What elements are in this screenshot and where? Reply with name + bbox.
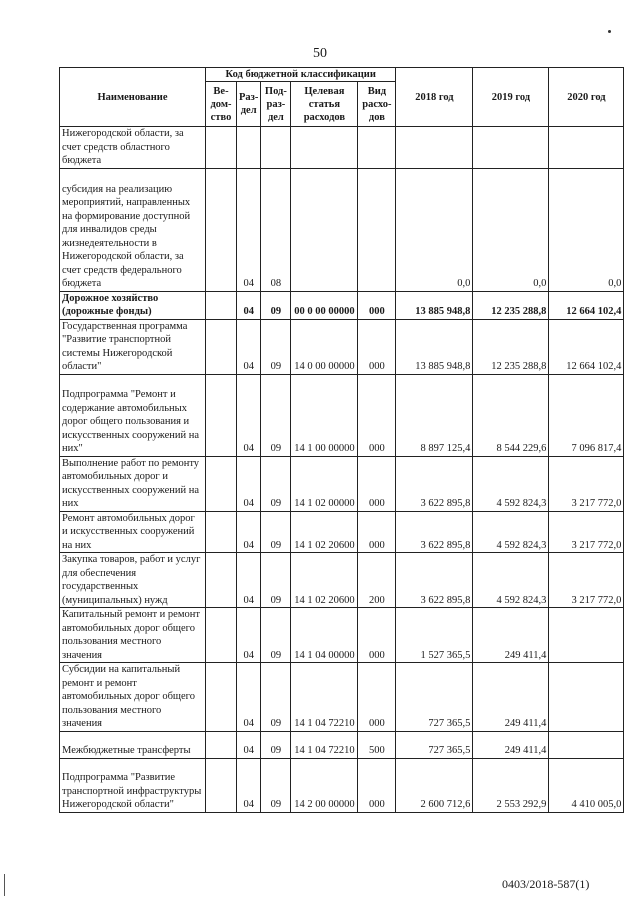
cell-2020: 3 217 772,0 [549,553,624,608]
table-row [60,758,624,812]
cell-expense-type: 000 [358,319,396,374]
header-vedomstvo: Ве-дом-ство [206,82,237,127]
cell-vedomstvo [206,758,237,812]
cell-podrazdel: 09 [261,511,291,553]
header-classification-group: Код бюджетной классификации [206,68,396,82]
cell-podrazdel: 09 [261,456,291,511]
header-razdel: Раз-дел [237,82,261,127]
table-row [60,731,624,758]
cell-2019: 0,0 [473,168,549,291]
cell-name: Нижегородской области, за счет средств областного бюджета [60,127,206,169]
cell-target-article: 14 1 04 72210 [291,731,358,758]
cell-2020 [549,663,624,732]
scan-edge-mark [4,874,5,896]
cell-podrazdel: 09 [261,663,291,732]
cell-razdel: 04 [237,319,261,374]
cell-expense-type: 000 [358,456,396,511]
cell-vedomstvo [206,553,237,608]
cell-2018 [396,127,473,169]
cell-vedomstvo [206,291,237,319]
cell-name: Капитальный ремонт и ремонт автомобильных дорог общего пользования местного значения [60,608,206,663]
cell-podrazdel: 09 [261,374,291,456]
cell-target-article: 14 1 02 20600 [291,553,358,608]
cell-2018: 0,0 [396,168,473,291]
cell-podrazdel: 09 [261,731,291,758]
cell-podrazdel: 09 [261,608,291,663]
cell-2019: 4 592 824,3 [473,511,549,553]
table-row [60,608,624,663]
cell-2020: 4 410 005,0 [549,758,624,812]
cell-2019: 8 544 229,6 [473,374,549,456]
cell-target-article: 14 1 02 00000 [291,456,358,511]
cell-target-article: 00 0 00 00000 [291,291,358,319]
cell-2019: 249 411,4 [473,663,549,732]
cell-name: Подпрограмма "Развитие транспортной инфраструктуры Нижегородской области" [60,758,206,812]
cell-2019: 249 411,4 [473,731,549,758]
cell-name: Подпрограмма "Ремонт и содержание автомобильных дорог общего пользования и искусственных сооружений на них" [60,374,206,456]
cell-razdel: 04 [237,456,261,511]
table-row [60,553,624,608]
cell-target-article: 14 0 00 00000 [291,319,358,374]
cell-target-article: 14 2 00 00000 [291,758,358,812]
cell-vedomstvo [206,127,237,169]
cell-razdel [237,127,261,169]
cell-2018: 3 622 895,8 [396,456,473,511]
cell-name: Закупка товаров, работ и услуг для обеспечения государственных (муниципальных) нужд [60,553,206,608]
cell-podrazdel: 09 [261,319,291,374]
cell-expense-type: 000 [358,511,396,553]
cell-2020 [549,608,624,663]
cell-target-article: 14 1 04 00000 [291,608,358,663]
cell-expense-type: 000 [358,663,396,732]
cell-razdel: 04 [237,374,261,456]
cell-expense-type: 000 [358,608,396,663]
header-2018: 2018 год [396,68,473,127]
cell-razdel: 04 [237,553,261,608]
cell-name: субсидия на реализацию мероприятий, направленных на формирование доступной для инвалидов среды жизнедеятельности в Нижегородской области, за счет средств федерального бюджета [60,168,206,291]
table-row [60,456,624,511]
cell-2018: 2 600 712,6 [396,758,473,812]
cell-razdel: 04 [237,758,261,812]
cell-2019: 4 592 824,3 [473,456,549,511]
cell-name: Межбюджетные трансферты [60,731,206,758]
cell-vedomstvo [206,168,237,291]
cell-vedomstvo [206,663,237,732]
cell-podrazdel: 08 [261,168,291,291]
cell-podrazdel: 09 [261,553,291,608]
table-row [60,663,624,732]
cell-expense-type [358,168,396,291]
header-target-article: Целевая статья расходов [291,82,358,127]
cell-2018: 727 365,5 [396,731,473,758]
header-podrazdel: Под-раз-дел [261,82,291,127]
cell-name: Дорожное хозяйство (дорожные фонды) [60,291,206,319]
cell-2018: 3 622 895,8 [396,511,473,553]
cell-2019 [473,127,549,169]
table-row [60,291,624,319]
table-row [60,374,624,456]
cell-name: Государственная программа "Развитие транспортной системы Нижегородской области" [60,319,206,374]
cell-2020: 0,0 [549,168,624,291]
page-number: 50 [313,46,327,61]
cell-2019: 4 592 824,3 [473,553,549,608]
cell-name: Ремонт автомобильных дорог и искусственных сооружений на них [60,511,206,553]
cell-vedomstvo [206,731,237,758]
cell-expense-type: 000 [358,291,396,319]
cell-razdel: 04 [237,511,261,553]
cell-target-article [291,127,358,169]
header-expense-type: Вид расхо-дов [358,82,396,127]
header-name: Наименование [60,68,206,127]
cell-2020: 7 096 817,4 [549,374,624,456]
header-2019: 2019 год [473,68,549,127]
cell-2018: 3 622 895,8 [396,553,473,608]
cell-2019: 249 411,4 [473,608,549,663]
table-row [60,511,624,553]
table-row [60,319,624,374]
cell-target-article: 14 1 02 20600 [291,511,358,553]
cell-2018: 13 885 948,8 [396,319,473,374]
cell-target-article: 14 1 00 00000 [291,374,358,456]
cell-razdel: 04 [237,608,261,663]
cell-expense-type: 500 [358,731,396,758]
cell-vedomstvo [206,374,237,456]
cell-vedomstvo [206,456,237,511]
cell-target-article: 14 1 04 72210 [291,663,358,732]
table-row [60,127,624,169]
cell-2019: 12 235 288,8 [473,291,549,319]
cell-expense-type: 000 [358,374,396,456]
cell-2019: 2 553 292,9 [473,758,549,812]
cell-expense-type [358,127,396,169]
cell-podrazdel [261,127,291,169]
cell-vedomstvo [206,608,237,663]
cell-name: Субсидии на капитальный ремонт и ремонт автомобильных дорог общего пользования местного значения [60,663,206,732]
budget-table [59,67,624,813]
cell-2020 [549,731,624,758]
cell-2020: 12 664 102,4 [549,291,624,319]
cell-2020: 3 217 772,0 [549,511,624,553]
cell-2019: 12 235 288,8 [473,319,549,374]
cell-razdel: 04 [237,663,261,732]
cell-expense-type: 000 [358,758,396,812]
table-row [60,168,624,291]
cell-razdel: 04 [237,731,261,758]
cell-razdel: 04 [237,291,261,319]
cell-expense-type: 200 [358,553,396,608]
cell-podrazdel: 09 [261,758,291,812]
cell-2018: 13 885 948,8 [396,291,473,319]
cell-vedomstvo [206,319,237,374]
header-2020: 2020 год [549,68,624,127]
table-body [60,127,624,813]
cell-2018: 727 365,5 [396,663,473,732]
cell-2020 [549,127,624,169]
document-code: 0403/2018-587(1) [502,877,590,891]
scan-dot [608,30,611,33]
cell-2020: 3 217 772,0 [549,456,624,511]
cell-2018: 1 527 365,5 [396,608,473,663]
cell-vedomstvo [206,511,237,553]
cell-razdel: 04 [237,168,261,291]
cell-2020: 12 664 102,4 [549,319,624,374]
cell-podrazdel: 09 [261,291,291,319]
cell-name: Выполнение работ по ремонту автомобильных дорог и искусственных сооружений на них [60,456,206,511]
cell-target-article [291,168,358,291]
cell-2018: 8 897 125,4 [396,374,473,456]
